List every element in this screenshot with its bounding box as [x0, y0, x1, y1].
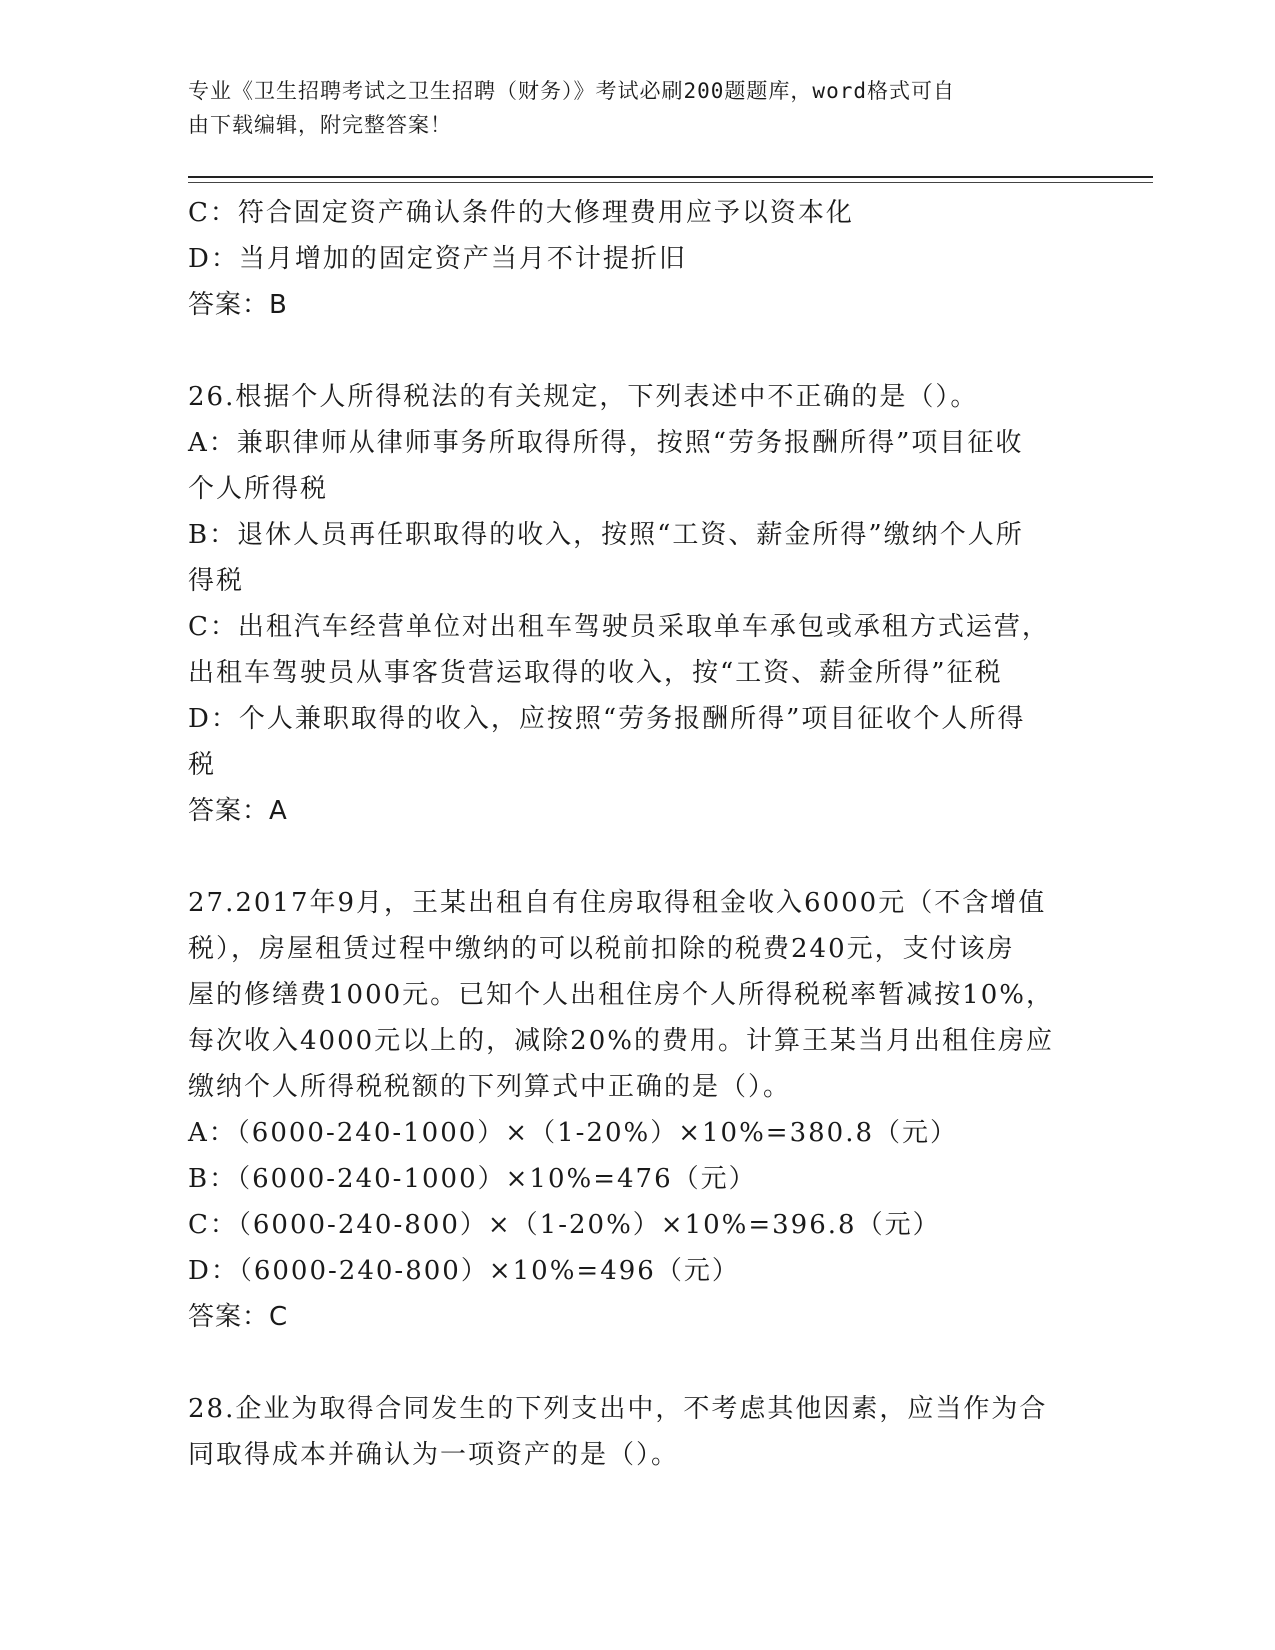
header-divider-thin: [188, 182, 1153, 183]
question-stem-cont: 缴纳个人所得税税额的下列算式中正确的是（）。: [188, 1072, 792, 1102]
header-line-2: 由下载编辑，附完整答案！: [188, 113, 452, 137]
option-c: C：符合固定资产确认条件的大修理费用应予以资本化: [188, 198, 854, 228]
option-b-cont: 得税: [188, 566, 245, 596]
question-stem-cont: 屋的修缮费1000元。已知个人出租住房个人所得税税率暂减按10%，: [188, 980, 1054, 1010]
document-header: [188, 74, 1088, 142]
question-28: [188, 1386, 1088, 1478]
option-d-cont: 税: [188, 750, 217, 780]
question-stem: 26.根据个人所得税法的有关规定，下列表述中不正确的是（）。: [188, 382, 979, 412]
option-d: D：当月增加的固定资产当月不计提折旧: [188, 244, 687, 274]
option-b: B：退休人员再任职取得的收入，按照“工资、薪金所得”缴纳个人所: [188, 520, 1024, 550]
header-divider-thick: [188, 176, 1153, 178]
option-c: C：（6000-240-800）×（1-20%）×10%=396.8（元）: [188, 1210, 941, 1240]
option-a: A：（6000-240-1000）×（1-20%）×10%=380.8（元）: [188, 1118, 959, 1148]
question-27: [188, 880, 1088, 1340]
spacer: [188, 834, 1088, 880]
question-content: [188, 190, 1088, 1478]
question-stem-cont: 税），房屋租赁过程中缴纳的可以税前扣除的税费240元，支付该房: [188, 934, 1015, 964]
spacer: [188, 1340, 1088, 1386]
option-d: D：个人兼职取得的收入，应按照“劳务报酬所得”项目征收个人所得: [188, 704, 1026, 734]
question-stem: 27.2017年9月，王某出租自有住房取得租金收入6000元（不含增值: [188, 888, 1047, 918]
question-stem: 28.企业为取得合同发生的下列支出中，不考虑其他因素，应当作为合: [188, 1394, 1048, 1424]
option-a: A：兼职律师从律师事务所取得所得，按照“劳务报酬所得”项目征收: [188, 428, 1024, 458]
question-25-tail: [188, 190, 1088, 328]
answer-label: 答案：A: [188, 796, 288, 826]
header-line-1: 专业《卫生招聘考试之卫生招聘（财务）》考试必刷200题题库，word格式可自: [188, 79, 955, 103]
answer-label: 答案：B: [188, 290, 288, 320]
question-26: [188, 374, 1088, 834]
option-a-cont: 个人所得税: [188, 474, 329, 504]
spacer: [188, 328, 1088, 374]
option-b: B：（6000-240-1000）×10%=476（元）: [188, 1164, 757, 1194]
option-d: D：（6000-240-800）×10%=496（元）: [188, 1256, 740, 1286]
answer-label: 答案：C: [188, 1302, 289, 1332]
option-c: C：出租汽车经营单位对出租车驾驶员采取单车承包或承租方式运营，: [188, 612, 1050, 642]
question-stem-cont: 每次收入4000元以上的，减除20%的费用。计算王某当月出租住房应: [188, 1026, 1054, 1056]
option-c-cont: 出租车驾驶员从事客货营运取得的收入，按“工资、薪金所得”征税: [188, 658, 1003, 688]
question-stem-cont: 同取得成本并确认为一项资产的是（）。: [188, 1440, 680, 1470]
